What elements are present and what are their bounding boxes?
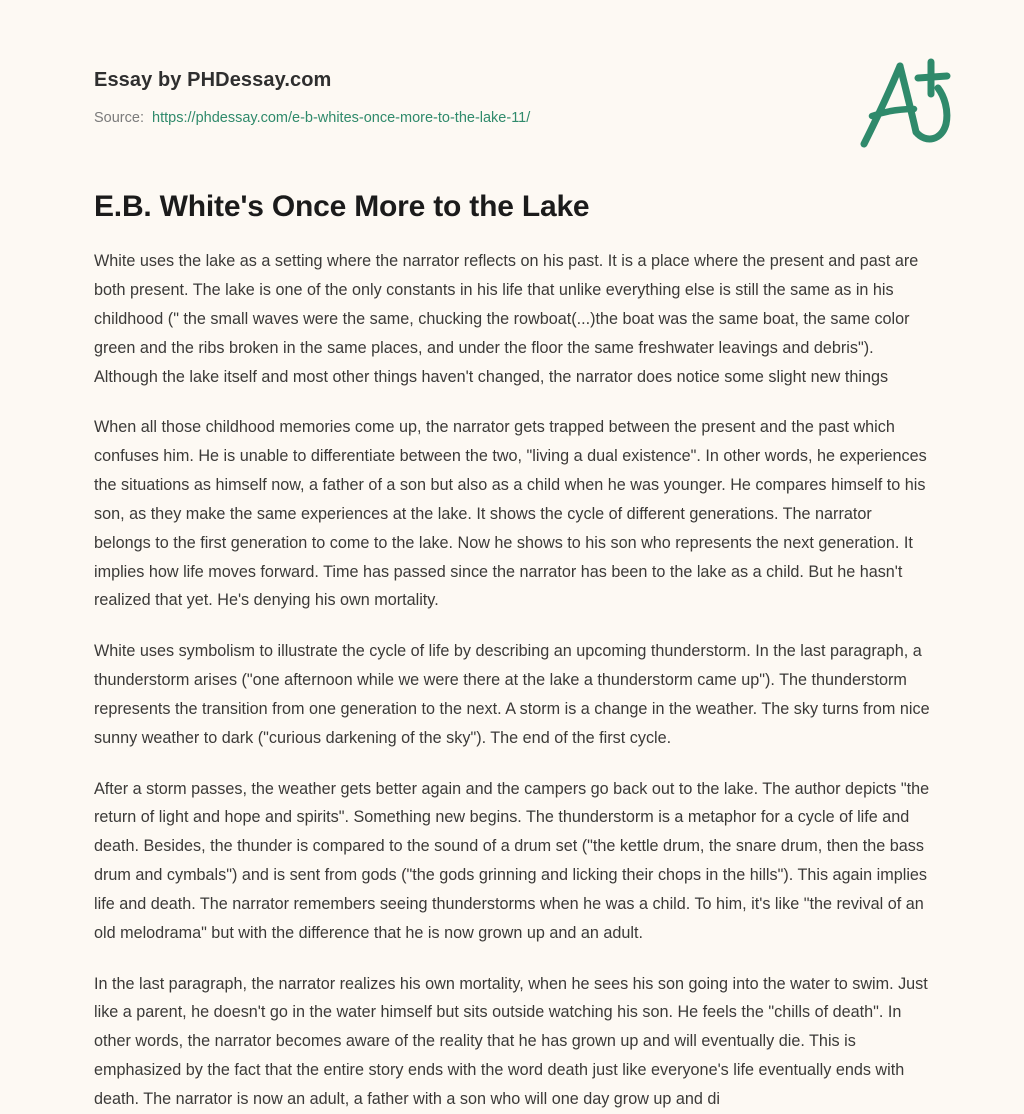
essay-body — [0, 225, 1024, 1113]
body-paragraph: White uses the lake as a setting where the narrator reflects on his past. It is a place where the present and past are both present. The lake is one of the only constants in his life that unlike everything else is still the same as in his childhood (" the small waves were the same, chucking the rowboat(...)the boat was the same boat, the same color green and the ribs broken in the same places, and under the floor the same freshwater leavings and debris"). Although the lake itself and most other things haven't changed, the narrator does notice some slight new things — [94, 252, 919, 386]
brand-label: Essay by PHDessay.com — [94, 69, 332, 91]
body-paragraph: When all those childhood memories come up, the narrator gets trapped between the present and the past which confuses him. He is unable to differentiate between the two, "living a dual existence". In other words, he experiences the situations as himself now, a father of a son but also as a child when he was younger. He compares himself to his son, as they make the same experiences at the lake. It shows the cycle of different generations. The narrator belongs to the first generation to come to the lake. Now he shows to his son who represents the next generation. It implies how life moves forward. Time has passed since the narrator has been to the lake as a child. But he hasn't realized that yet. He's denying his own mortality. — [94, 418, 927, 610]
source-label: Source: — [94, 110, 144, 126]
body-paragraph: In the last paragraph, the narrator realizes his own mortality, when he sees his son going into the water to swim. Just like a parent, he doesn't go in the water himself but sits outside watching his son. He feels the "chills of death". In other words, the narrator becomes aware of the reality that he has grown up and will eventually die. This is emphasized by the fact that the entire story ends with the word death just like everyone's life eventually ends with death. The narrator is now an adult, a father with a son who will one day grow up and di — [94, 974, 928, 1108]
source-line — [94, 109, 944, 128]
document-header — [0, 0, 1024, 128]
source-url-link[interactable]: https://phdessay.com/e-b-whites-once-more-to-the-lake-11/ — [152, 110, 531, 126]
body-paragraph: After a storm passes, the weather gets better again and the campers go back out to the lake. The author depicts "the return of light and hope and spirits". Something new begins. The thunderstorm is a metaphor for a cycle of life and death. Besides, the thunder is compared to the sound of a drum set ("the kettle drum, the snare drum, then the bass drum and cymbals") and is sent from gods ("the gods grinning and licking their chops in the hills"). This again implies life and death. The narrator remembers seeing thunderstorms when he was a child. To him, it's like "the revival of an old melodrama" but with the difference that he is now grown up and an adult. — [94, 779, 930, 942]
body-paragraph: White uses symbolism to illustrate the cycle of life by describing an upcoming thunderstorm. In the last paragraph, a thunderstorm arises ("one afternoon while we were there at the lake a thunderstorm came up"). The thunderstorm represents the transition from one generation to the next. A storm is a change in the weather. The sky turns from nice sunny weather to dark ("curious darkening of the sky"). The end of the first cycle. — [94, 642, 930, 747]
page-title: E.B. White's Once More to the Lake — [94, 189, 590, 223]
aplus-logo-icon — [852, 48, 962, 158]
